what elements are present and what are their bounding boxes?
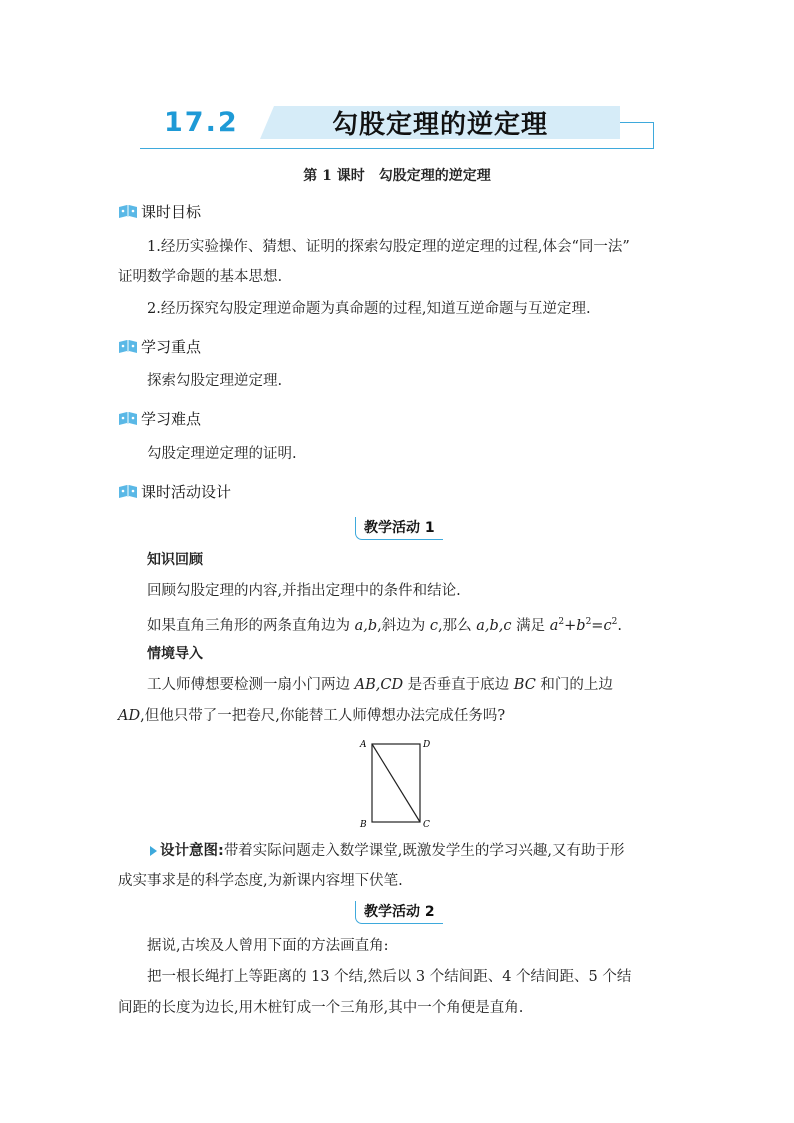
triangle-marker-icon (150, 846, 157, 856)
activity-2-line-1: 据说,古埃及人曾用下面的方法画直角: (147, 938, 389, 954)
banner-underline (140, 148, 654, 149)
difficulties-heading (118, 408, 201, 429)
activity-2-title: 教学活动 2 (355, 901, 443, 924)
objectives-heading (118, 201, 201, 222)
objective-2: 2.经历探究勾股定理逆命题为真命题的过程,知道互逆命题与互逆定理. (147, 301, 591, 317)
lesson-title: 第 1 课时 勾股定理的逆定理 (303, 168, 491, 184)
scene-heading: 情境导入 (147, 646, 203, 662)
key-points-text: 探索勾股定理逆定理. (147, 373, 283, 389)
key-points-heading-text: 学习重点 (141, 338, 202, 356)
review-line-1: 回顾勾股定理的内容,并指出定理中的条件和结论. (147, 583, 461, 599)
objective-1-line-1: 1.经历实验操作、猜想、证明的探索勾股定理的逆定理的过程,体会“同一法” (147, 239, 630, 255)
design-intent-line-2: 成实事求是的科学态度,为新课内容埋下伏笔. (118, 873, 403, 889)
scene-line-2: AD,但他只带了一把卷尺,你能替工人师傅想办法完成任务吗? (118, 708, 506, 724)
activity-design-heading (118, 481, 231, 502)
door-diagonal (372, 744, 420, 822)
activity-2-line-2: 把一根长绳打上等距离的 13 个结,然后以 3 个结间距、4 个结间距、5 个结 (147, 969, 632, 985)
difficulties-heading-text: 学习难点 (141, 410, 202, 428)
book-icon (118, 204, 138, 220)
book-icon (118, 484, 138, 500)
book-icon (118, 411, 138, 427)
objective-1-line-2: 证明数学命题的基本思想. (118, 269, 283, 285)
door-figure (356, 734, 436, 830)
activity-2-line-3: 间距的长度为边长,用木桩钉成一个三角形,其中一个角便是直角. (118, 1000, 524, 1016)
section-title: 勾股定理的逆定理 (332, 110, 549, 140)
scene-line-1: 工人师傅想要检测一扇小门两边 AB,CD 是否垂直于底边 BC 和门的上边 (147, 677, 613, 693)
review-heading: 知识回顾 (147, 552, 203, 568)
book-icon (118, 339, 138, 355)
activity-design-heading-text: 课时活动设计 (141, 483, 232, 501)
banner-corner (620, 122, 654, 148)
label-B: B (360, 820, 367, 830)
label-C: C (423, 820, 430, 830)
label-A: A (360, 740, 367, 750)
section-number: 17.2 (164, 107, 239, 138)
difficulties-text: 勾股定理逆定理的证明. (147, 446, 297, 462)
design-intent-line-1: 设计意图:带着实际问题走入数学课堂,既激发学生的学习兴趣,又有助于形 (150, 837, 680, 866)
activity-1-title: 教学活动 1 (355, 517, 443, 540)
key-points-heading (118, 336, 201, 357)
label-D: D (423, 740, 431, 750)
review-line-2: 如果直角三角形的两条直角边为 a,b,斜边为 c,那么 a,b,c 满足 $a^2+b^2=c^2$. (147, 617, 622, 634)
objectives-heading-text: 课时目标 (141, 203, 202, 221)
